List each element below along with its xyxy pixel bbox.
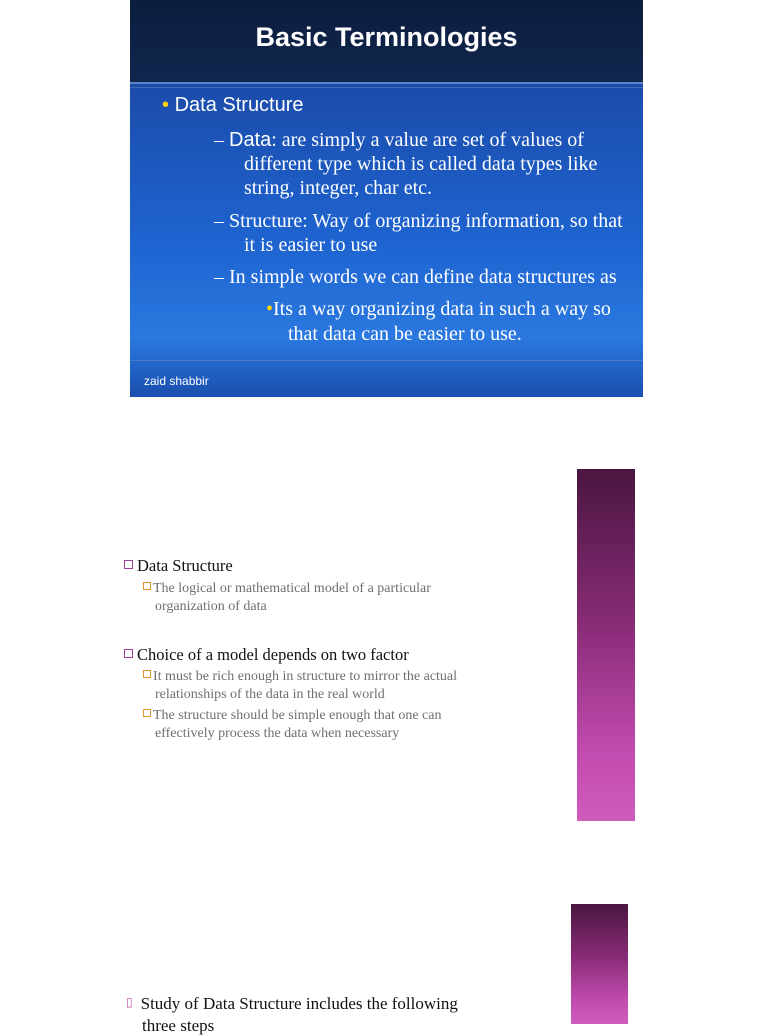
simple-words-line (214, 265, 617, 289)
sub-item-line-2: relationships of the data in the real world (155, 687, 385, 702)
structure-text: Structure: Way of organizing information, so that (229, 210, 623, 232)
list-item-label: Data Structure (137, 556, 233, 575)
data-text: : are simply a value are set of values of (271, 129, 584, 151)
footer-divider (130, 360, 643, 361)
slide-footer: zaid shabbir (144, 374, 209, 388)
square-bullet-icon (124, 649, 133, 658)
list-item-label: Choice of a model depends on two factor (137, 645, 409, 664)
data-definition-line-1 (214, 128, 584, 152)
heading-text: Data Structure (174, 94, 304, 116)
data-term: Data (229, 129, 272, 151)
list-item-data-structure (124, 556, 233, 576)
square-bullet-icon (143, 670, 151, 678)
title-divider (130, 82, 643, 84)
study-text: Study of Data Structure includes the following (140, 994, 458, 1013)
sub-item-line-1 (143, 580, 431, 598)
structure-definition-line-2: it is easier to use (244, 234, 378, 256)
sub-bullet-line-2: that data can be easier to use. (288, 323, 522, 345)
bullet-icon: ▯ (126, 995, 133, 1009)
slide-title: Basic Terminologies (255, 22, 518, 52)
sub-bullet-line-1 (266, 297, 611, 321)
square-bullet-icon (124, 560, 133, 569)
sub-item-line-1 (143, 707, 441, 725)
square-bullet-icon (143, 582, 151, 590)
study-of-data-structure-line-1 (126, 994, 458, 1014)
slide-basic-terminologies (130, 0, 643, 397)
sub-item-line-1 (143, 668, 457, 686)
sub-bullet-text: Its a way organizing data in such a way so (273, 298, 611, 320)
structure-definition-line-1 (214, 209, 623, 233)
simple-words-text: In simple words we can define data structures as (229, 266, 617, 288)
dash-icon: – (214, 266, 224, 288)
list-item-choice-of-model (124, 645, 409, 665)
dash-icon: – (214, 210, 224, 232)
data-definition-line-3: string, integer, char etc. (244, 177, 433, 199)
sub-item-text: The logical or mathematical model of a particular (153, 581, 431, 596)
study-of-data-structure-line-2: three steps (142, 1016, 215, 1035)
decorative-side-bar (571, 904, 628, 1024)
data-definition-line-2: different type which is called data types like (244, 153, 598, 175)
title-divider-thin (130, 87, 643, 88)
dash-icon: – (214, 129, 224, 151)
bullet-icon: • (162, 94, 170, 116)
sub-item-line-2: organization of data (155, 599, 267, 614)
sub-item-line-2: effectively process the data when necessary (155, 726, 400, 741)
decorative-side-bar (577, 469, 635, 821)
bullet-data-structure (162, 93, 304, 117)
bullet-icon: • (266, 298, 274, 320)
sub-item-text: The structure should be simple enough that one can (153, 708, 442, 723)
square-bullet-icon (143, 709, 151, 717)
sub-item-text: It must be rich enough in structure to mirror the actual (153, 669, 458, 684)
